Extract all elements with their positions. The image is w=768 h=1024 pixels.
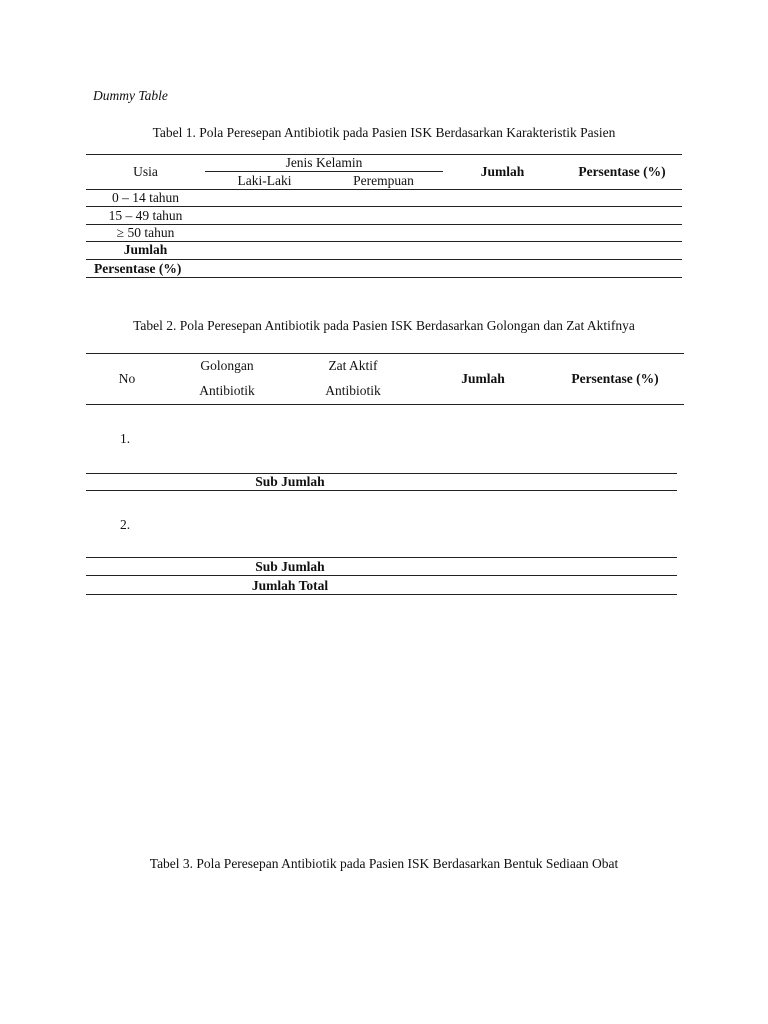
table2-caption: Tabel 2. Pola Peresepan Antibiotik pada Pasien ISK Berdasarkan Golongan dan Zat Aktifnya — [133, 318, 635, 333]
table1-header-persentase: Persentase (%) — [578, 164, 666, 179]
table2-top-rule — [86, 353, 684, 354]
table2-header-zat-aktif: Zat Aktif — [328, 358, 378, 373]
table2-subtotal-label: Sub Jumlah — [255, 559, 325, 574]
table1-bottom-rule — [86, 277, 682, 278]
table2-group-rule — [86, 557, 677, 558]
table2-header-persentase: Persentase (%) — [571, 371, 659, 386]
table1-row-label: 0 – 14 tahun — [111, 190, 180, 205]
table3-caption: Tabel 3. Pola Peresepan Antibiotik pada Pasien ISK Berdasarkan Bentuk Sediaan Obat — [149, 856, 619, 871]
table1-row-label: 15 – 49 tahun — [108, 208, 183, 223]
table2-group-number: 1. — [120, 431, 131, 446]
table2-bottom-rule — [86, 594, 677, 595]
table1-caption: Tabel 1. Pola Peresepan Antibiotik pada Pasien ISK Berdasarkan Karakteristik Pasien — [152, 125, 616, 140]
table1-gender-rule — [205, 171, 443, 172]
table2-header-golongan: Golongan — [200, 358, 254, 373]
table2-header-golongan-line2: Antibiotik — [199, 383, 255, 398]
table1-header-usia: Usia — [133, 164, 158, 179]
table1-header-jenis-kelamin: Jenis Kelamin — [285, 155, 363, 170]
table1-row-rule — [86, 206, 682, 207]
table1-row-label: ≥ 50 tahun — [116, 225, 175, 240]
table2-header-no: No — [118, 371, 136, 386]
table1-header-laki: Laki-Laki — [237, 173, 292, 188]
table1-header-jumlah: Jumlah — [480, 164, 525, 179]
document-heading: Dummy Table — [93, 88, 168, 103]
table2-subtotal-label: Sub Jumlah — [255, 474, 325, 489]
table2-header-jumlah: Jumlah — [461, 371, 505, 386]
table2-subtotal-rule — [86, 490, 677, 491]
table1-footer-persentase: Persentase (%) — [94, 261, 182, 276]
table1-row-rule — [86, 259, 682, 260]
table1-header-perempuan: Perempuan — [353, 173, 414, 188]
table2-total-label: Jumlah Total — [251, 578, 329, 593]
table2-header-zat-aktif-line2: Antibiotik — [325, 383, 381, 398]
table2-subtotal-rule — [86, 575, 677, 576]
table2-group-number: 2. — [120, 517, 131, 532]
table1-footer-jumlah: Jumlah — [123, 242, 168, 257]
table2-header-rule — [86, 404, 684, 405]
table2-group-rule — [86, 473, 677, 474]
